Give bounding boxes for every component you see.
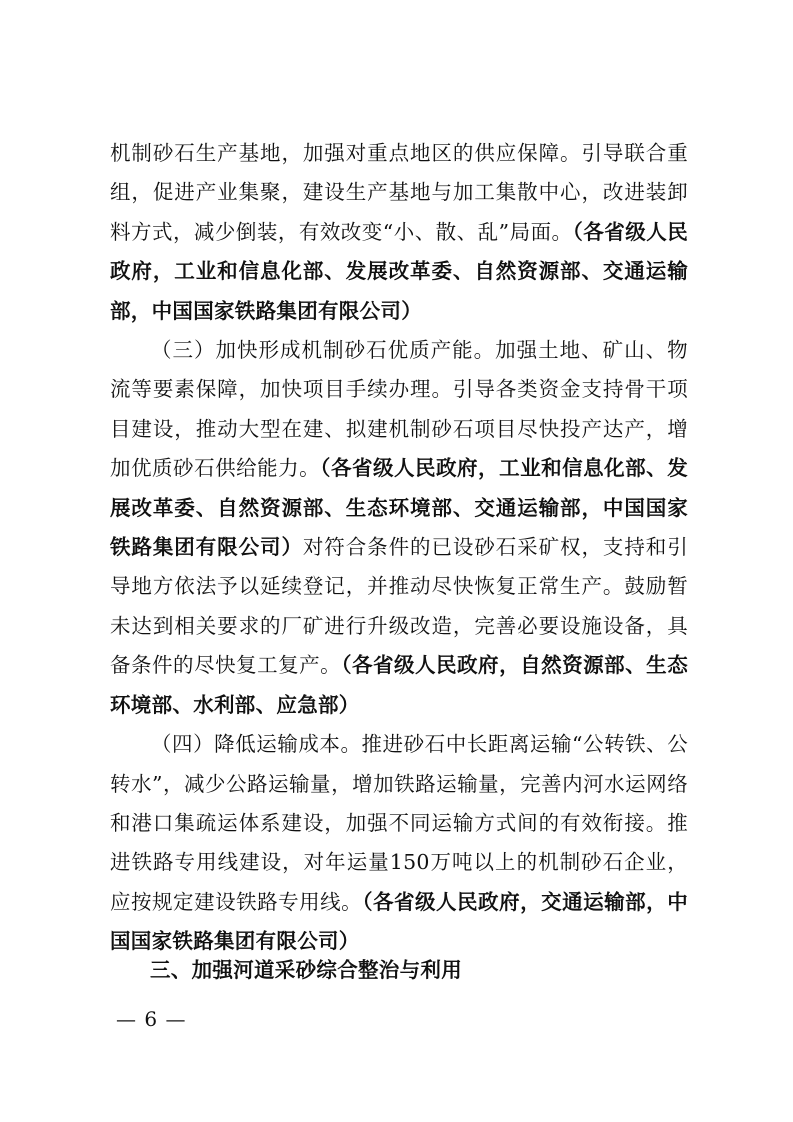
paragraph-text: 机制砂石生产基地，加强对重点地区的供应保障。引导联合重组，促进产业集聚，建设生产基地与加工集散中心，改进装卸料方式，减少倒装，有效改变“小、散、乱”局面。 xyxy=(110,141,688,244)
responsible-agencies: （各省级人民政府，工业和信息化部、发展改革委、自然资源部、生态环境部、交通运输部，中国国家铁路集团有限公司） xyxy=(110,456,688,560)
paragraph-text: 推进砂石中长距离运输“公转铁、公转水”，减少公路运输量，增加铁路运输量，完善内河水运网络和港口集疏运体系建设，加强不同运输方式间的有效衔接。推进铁路专用线建设，对年运量150万吨以上的机制砂石企业，应按规定建设铁路专用线。 xyxy=(110,732,689,914)
paragraph-text-continued: 对符合条件的已设砂石采矿权，支持和引导地方依法予以延续登记，并推动尽快恢复正常生产。鼓励暂未达到相关要求的厂矿进行升级改造，完善必要设施设备，具备条件的尽快复工复产。 xyxy=(110,535,688,678)
item-heading: （四）降低运输成本。 xyxy=(151,732,362,757)
section-heading: 三、加强河道采砂综合整治与利用 xyxy=(150,958,462,982)
item-heading: （三）加快形成机制砂石优质产能。 xyxy=(151,338,496,363)
body-text xyxy=(110,134,688,962)
paragraph-text: 加强土地、矿山、物流等要素保障，加快项目手续办理。引导各类资金支持骨干项目建设，推动大型在建、拟建机制砂石项目尽快投产达产，增加优质砂石供给能力。 xyxy=(110,338,688,481)
responsible-agencies: （各省级人民政府，交通运输部，中国国家铁路集团有限公司） xyxy=(110,889,688,954)
paragraph-item-3 xyxy=(110,331,688,725)
paragraph-item-4 xyxy=(110,725,688,961)
responsible-agencies: （各省级人民政府，工业和信息化部、发展改革委、自然资源部、交通运输部，中国国家铁路集团有限公司） xyxy=(110,219,688,323)
responsible-agencies-2: （各省级人民政府，自然资源部、生态环境部、水利部、应急部） xyxy=(110,653,688,717)
paragraph-continuation xyxy=(110,134,688,331)
page-number: — 6 — xyxy=(116,1007,187,1031)
